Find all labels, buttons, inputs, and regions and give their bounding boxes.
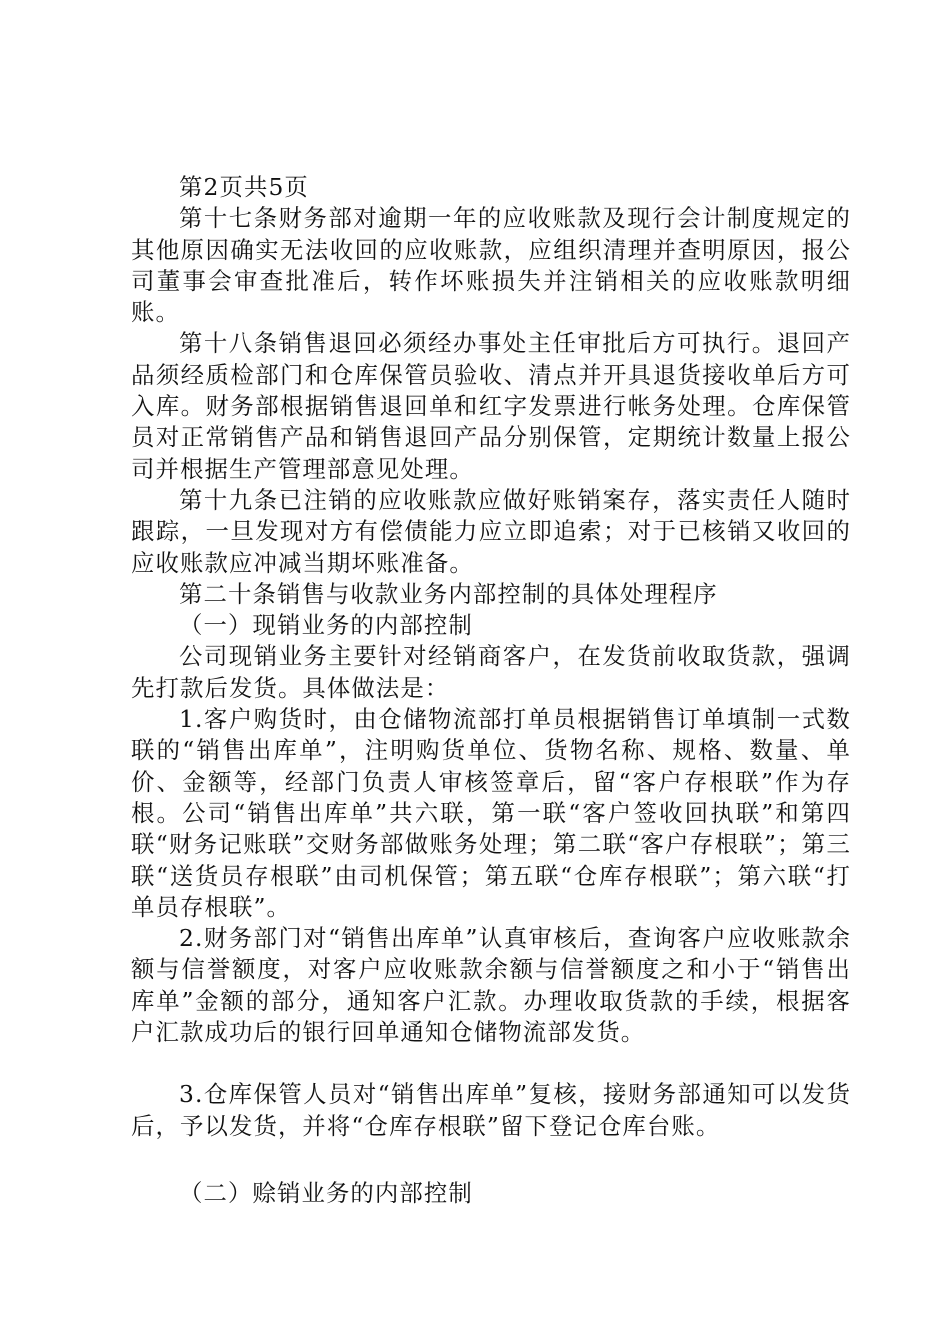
page-indicator: 第2页共5页 <box>179 173 309 201</box>
step-3: 3.仓库保管人员对“销售出库单”复核，接财务部通知可以发货后，予以发货，并将“仓库存根联”留下登记仓库台账。 <box>131 1080 851 1140</box>
document-page <box>131 172 851 1209</box>
article-18: 第十八条销售退回必须经办事处主任审批后方可执行。退回产品须经质检部门和仓库保管员验收、清点并开具退货接收单后方可入库。财务部根据销售退回单和红字发票进行帐务处理。仓库保管员对正常销售产品和销售退回产品分别保管，定期统计数量上报公司并根据生产管理部意见处理。 <box>131 329 851 483</box>
step-1: 1.客户购货时，由仓储物流部打单员根据销售订单填制一式数联的“销售出库单”，注明购货单位、货物名称、规格、数量、单价、金额等，经部门负责人审核签章后，留“客户存根联”作为存根。公司“销售出库单”共六联，第一联“客户签收回执联”和第四联“财务记账联”交财务部做账务处理；第二联“客户存根联”；第三联“送货员存根联”由司机保管；第五联“仓库存根联”；第六联“打单员存根联”。 <box>131 705 851 921</box>
section-1-intro: 公司现销业务主要针对经销商客户，在发货前收取货款，强调先打款后发货。具体做法是： <box>131 642 851 702</box>
article-17: 第十七条财务部对逾期一年的应收账款及现行会计制度规定的其他原因确实无法收回的应收账款，应组织清理并查明原因，报公司董事会审查批准后，转作坏账损失并注销相关的应收账款明细账。 <box>131 204 851 327</box>
section-2-heading: （二）赊销业务的内部控制 <box>179 1178 473 1207</box>
section-1-heading: （一）现销业务的内部控制 <box>179 611 473 640</box>
article-20-heading: 第二十条销售与收款业务内部控制的具体处理程序 <box>179 579 718 608</box>
step-2: 2.财务部门对“销售出库单”认真审核后，查询客户应收账款余额与信誉额度，对客户应收账款余额与信誉额度之和小于“销售出库单”金额的部分，通知客户汇款。办理收取货款的手续，根据客户汇款成功后的银行回单通知仓储物流部发货。 <box>131 924 851 1047</box>
article-19: 第十九条已注销的应收账款应做好账销案存，落实责任人随时跟踪，一旦发现对方有偿债能力应立即追索；对于已核销又收回的应收账款应冲减当期坏账准备。 <box>131 485 851 577</box>
